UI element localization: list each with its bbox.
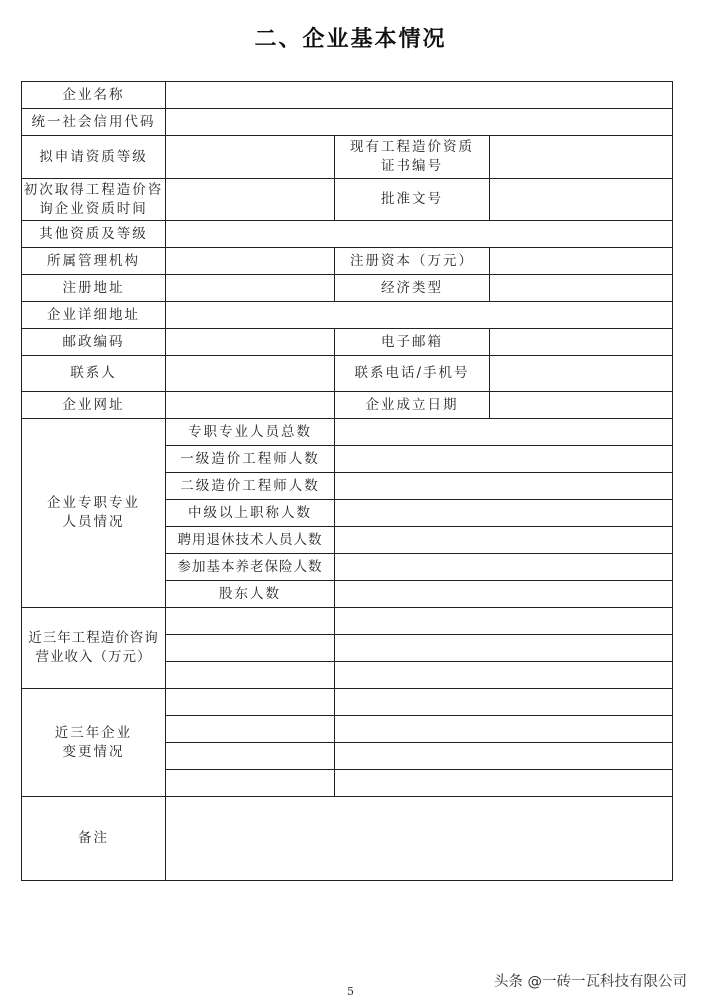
- label-remarks: 备注: [22, 797, 166, 881]
- change-date-field[interactable]: [166, 770, 335, 797]
- label-phone: 联系电话/手机号: [335, 356, 490, 392]
- change-date-field[interactable]: [166, 716, 335, 743]
- label-founded: 企业成立日期: [335, 392, 490, 419]
- income-value-field[interactable]: [335, 662, 673, 689]
- change-content-field[interactable]: [335, 689, 673, 716]
- field-website[interactable]: [166, 392, 335, 419]
- label-email: 电子邮箱: [335, 329, 490, 356]
- staff-item: 一级造价工程师人数: [166, 446, 335, 473]
- field-detail-address[interactable]: [166, 302, 673, 329]
- label-econ-type: 经济类型: [335, 275, 490, 302]
- label-staff: 企业专职专业人员情况: [22, 419, 166, 608]
- label-existing-cert: 现有工程造价资质证书编号: [335, 136, 490, 179]
- income-year-field[interactable]: [166, 608, 335, 635]
- staff-item: 中级以上职称人数: [166, 500, 335, 527]
- label-reg-capital: 注册资本（万元）: [335, 248, 490, 275]
- field-postcode[interactable]: [166, 329, 335, 356]
- staff-item: 聘用退休技术人员人数: [166, 527, 335, 554]
- label-contact: 联系人: [22, 356, 166, 392]
- label-website: 企业网址: [22, 392, 166, 419]
- income-year-field[interactable]: [166, 662, 335, 689]
- label-other-quals: 其他资质及等级: [22, 221, 166, 248]
- staff-item: 参加基本养老保险人数: [166, 554, 335, 581]
- field-staff-1[interactable]: [335, 446, 673, 473]
- label-changes: 近三年企业变更情况: [22, 689, 166, 797]
- field-mgmt-org[interactable]: [166, 248, 335, 275]
- change-content-field[interactable]: [335, 716, 673, 743]
- change-content-field[interactable]: [335, 770, 673, 797]
- income-value-field[interactable]: [335, 608, 673, 635]
- label-first-time: 初次取得工程造价咨询企业资质时间: [22, 179, 166, 221]
- field-staff-0[interactable]: [335, 419, 673, 446]
- field-staff-3[interactable]: [335, 500, 673, 527]
- staff-item: 二级造价工程师人数: [166, 473, 335, 500]
- field-apply-level[interactable]: [166, 136, 335, 179]
- label-name: 企业名称: [22, 82, 166, 109]
- label-income: 近三年工程造价咨询营业收入（万元）: [22, 608, 166, 689]
- field-first-time[interactable]: [166, 179, 335, 221]
- change-date-field[interactable]: [166, 743, 335, 770]
- field-staff-4[interactable]: [335, 527, 673, 554]
- label-apply-level: 拟申请资质等级: [22, 136, 166, 179]
- field-staff-6[interactable]: [335, 581, 673, 608]
- field-founded[interactable]: [490, 392, 673, 419]
- field-staff-2[interactable]: [335, 473, 673, 500]
- staff-item: 专职专业人员总数: [166, 419, 335, 446]
- enterprise-info-form: [21, 81, 673, 881]
- field-other-quals[interactable]: [166, 221, 673, 248]
- field-staff-5[interactable]: [335, 554, 673, 581]
- income-value-field[interactable]: [335, 635, 673, 662]
- label-credit-code: 统一社会信用代码: [22, 109, 166, 136]
- field-name[interactable]: [166, 82, 673, 109]
- watermark: 头条 @一砖一瓦科技有限公司: [493, 974, 687, 990]
- field-email[interactable]: [490, 329, 673, 356]
- label-reg-address: 注册地址: [22, 275, 166, 302]
- field-credit-code[interactable]: [166, 109, 673, 136]
- field-remarks[interactable]: [166, 797, 673, 881]
- staff-item: 股东人数: [166, 581, 335, 608]
- change-date-field[interactable]: [166, 689, 335, 716]
- field-econ-type[interactable]: [490, 275, 673, 302]
- field-reg-address[interactable]: [166, 275, 335, 302]
- field-phone[interactable]: [490, 356, 673, 392]
- page-title: 二、企业基本情况: [254, 27, 447, 52]
- label-postcode: 邮政编码: [22, 329, 166, 356]
- label-approval-no: 批准文号: [335, 179, 490, 221]
- label-detail-address: 企业详细地址: [22, 302, 166, 329]
- field-reg-capital[interactable]: [490, 248, 673, 275]
- label-mgmt-org: 所属管理机构: [22, 248, 166, 275]
- income-year-field[interactable]: [166, 635, 335, 662]
- field-approval-no[interactable]: [490, 179, 673, 221]
- page-number: 5: [347, 985, 354, 998]
- field-existing-cert[interactable]: [490, 136, 673, 179]
- field-contact[interactable]: [166, 356, 335, 392]
- change-content-field[interactable]: [335, 743, 673, 770]
